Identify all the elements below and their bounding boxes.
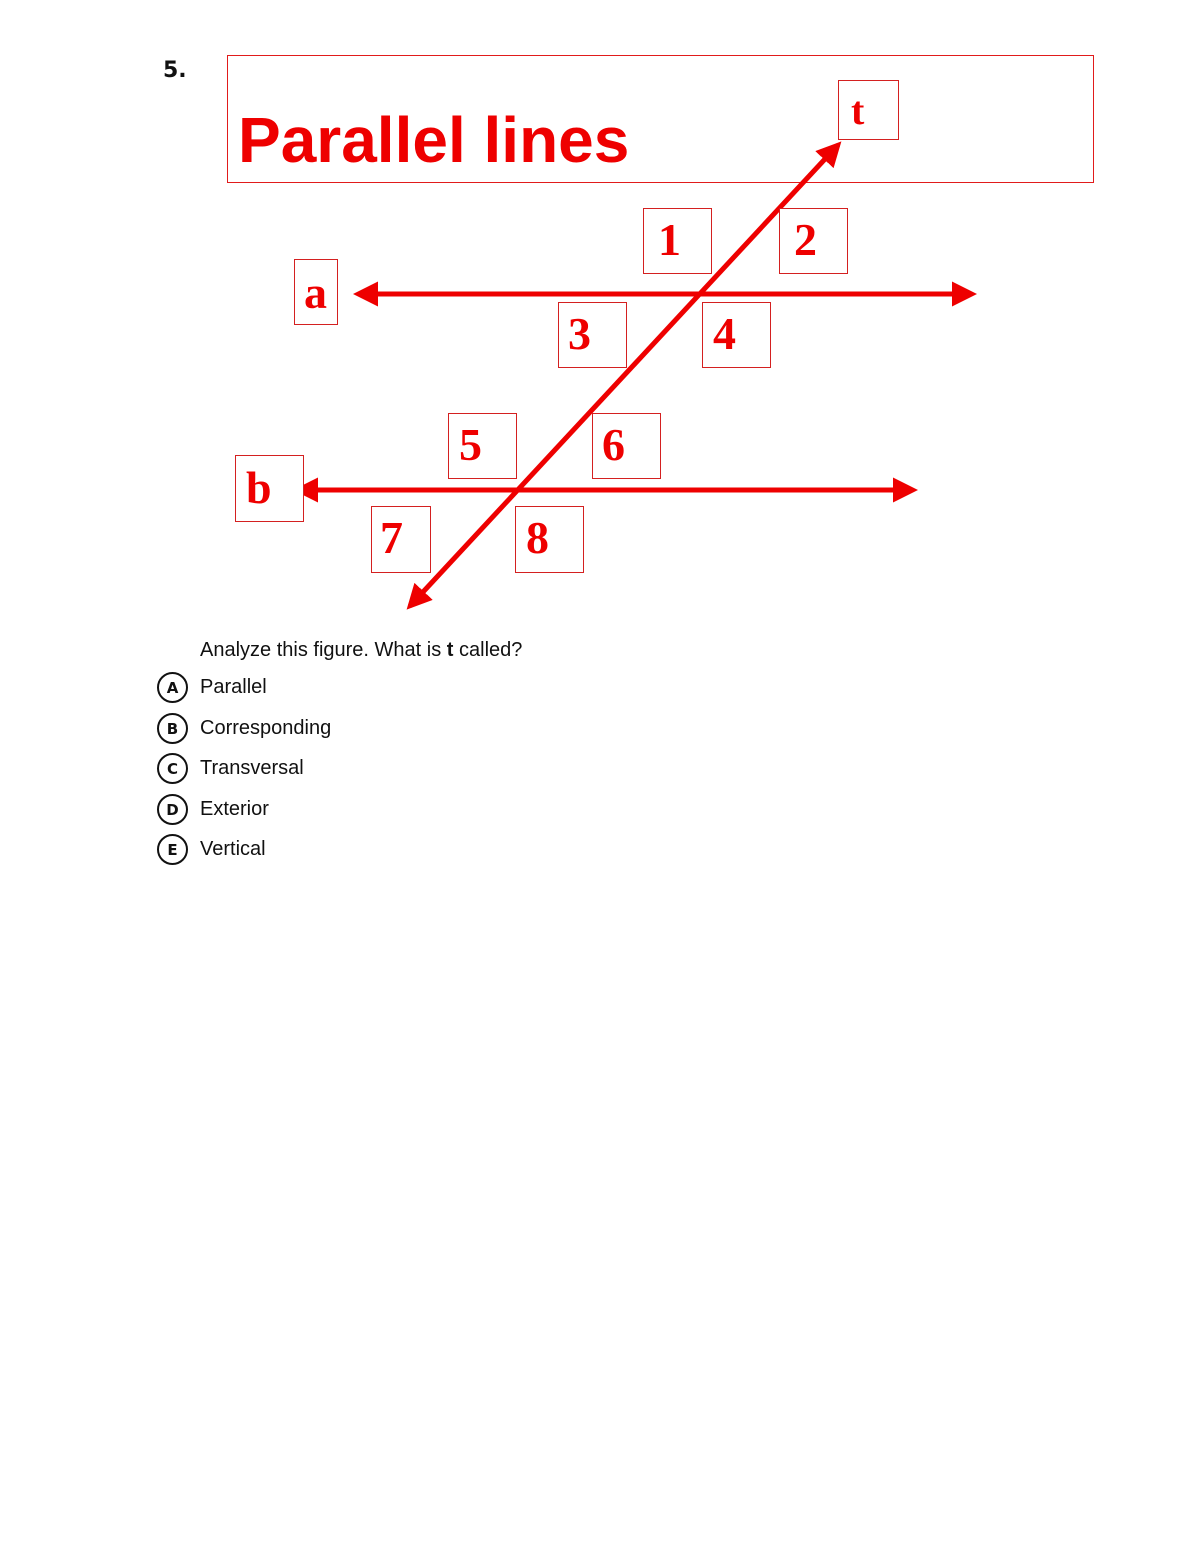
choice-d[interactable] bbox=[157, 794, 269, 825]
figure-title: Parallel lines bbox=[238, 104, 630, 176]
label-t: t bbox=[838, 80, 899, 140]
angle-label-7: 7 bbox=[371, 506, 431, 573]
choice-label: Exterior bbox=[200, 798, 269, 820]
question-text bbox=[200, 639, 522, 662]
question-number: 5. bbox=[163, 58, 187, 83]
transversal-t bbox=[410, 145, 838, 606]
choice-bubble-c[interactable]: C bbox=[157, 753, 188, 784]
angle-label-4: 4 bbox=[702, 302, 771, 368]
choice-b[interactable] bbox=[157, 713, 331, 744]
angle-label-5: 5 bbox=[448, 413, 517, 479]
question-bold-t: t bbox=[446, 639, 454, 661]
label-a: a bbox=[294, 259, 338, 325]
choice-bubble-d[interactable]: D bbox=[157, 794, 188, 825]
angle-label-1: 1 bbox=[643, 208, 712, 274]
choice-bubble-e[interactable]: E bbox=[157, 834, 188, 865]
question-text-part: Analyze this figure. What is bbox=[200, 639, 447, 661]
choice-bubble-a[interactable]: A bbox=[157, 672, 188, 703]
angle-label-3: 3 bbox=[558, 302, 627, 368]
label-b: b bbox=[235, 455, 304, 522]
choice-label: Transversal bbox=[200, 757, 304, 779]
angle-label-8: 8 bbox=[515, 506, 584, 573]
question-text-part: called? bbox=[453, 639, 523, 661]
choice-c[interactable] bbox=[157, 753, 304, 784]
choice-e[interactable] bbox=[157, 834, 266, 865]
choice-label: Parallel bbox=[200, 676, 267, 698]
choice-a[interactable] bbox=[157, 672, 267, 703]
choice-label: Vertical bbox=[200, 838, 266, 860]
choice-label: Corresponding bbox=[200, 717, 332, 739]
angle-label-2: 2 bbox=[779, 208, 848, 274]
angle-label-6: 6 bbox=[592, 413, 661, 479]
choice-bubble-b[interactable]: B bbox=[157, 713, 188, 744]
